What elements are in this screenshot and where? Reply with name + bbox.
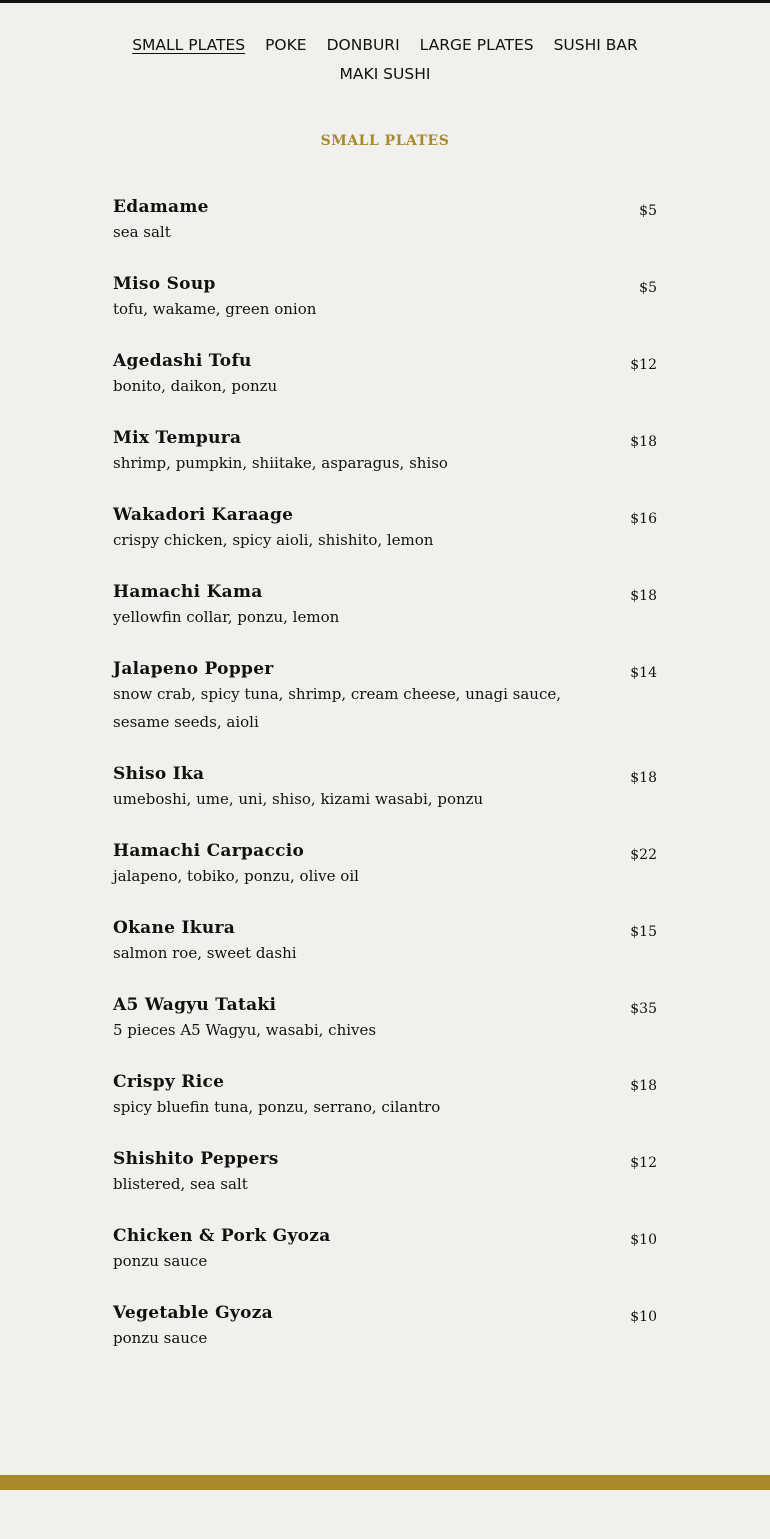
menu-item-name: Chicken & Pork Gyoza (113, 1226, 331, 1246)
menu-item-name: Jalapeno Popper (113, 659, 274, 679)
menu-item-price: $5 (639, 203, 657, 219)
menu-item-price: $18 (630, 770, 657, 786)
menu-item (113, 1302, 657, 1352)
menu-item-price: $12 (630, 357, 657, 373)
category-nav-row-2 (0, 60, 770, 89)
menu-item-description: yellowfin collar, ponzu, lemon (113, 608, 340, 626)
menu-item-description: crispy chicken, spicy aioli, shishito, lemon (113, 531, 434, 549)
menu-item-description: blistered, sea salt (113, 1175, 248, 1193)
menu-item-price: $10 (630, 1232, 657, 1248)
footer-accent-band (0, 1475, 770, 1490)
menu-item (113, 273, 657, 323)
top-rule (0, 0, 770, 3)
menu-item-price: $14 (630, 665, 657, 681)
nav-link-small-plates[interactable]: SMALL PLATES (132, 36, 246, 54)
menu-item (113, 917, 657, 967)
menu-item (113, 350, 657, 400)
menu-item-name: Crispy Rice (113, 1072, 225, 1092)
menu-item-description: snow crab, spicy tuna, shrimp, cream cheese, unagi sauce, sesame seeds, aioli (113, 685, 561, 731)
menu-item-name: A5 Wagyu Tataki (113, 995, 277, 1015)
category-nav-row-1 (0, 31, 770, 60)
menu-item (113, 581, 657, 631)
menu-item-price: $22 (630, 847, 657, 863)
menu-item-description: jalapeno, tobiko, ponzu, olive oil (113, 867, 359, 885)
menu-item-name: Mix Tempura (113, 428, 242, 448)
menu-item-description: ponzu sauce (113, 1252, 208, 1270)
menu-item-name: Hamachi Carpaccio (113, 841, 305, 861)
menu-item-name: Agedashi Tofu (113, 351, 252, 371)
menu-item-price: $16 (630, 511, 657, 527)
menu-item-name: Vegetable Gyoza (113, 1303, 273, 1323)
menu-item-price: $5 (639, 280, 657, 296)
menu-item-description: ponzu sauce (113, 1329, 208, 1347)
menu-item-price: $35 (630, 1001, 657, 1017)
menu-item-price: $12 (630, 1155, 657, 1171)
menu-item (113, 1225, 657, 1275)
menu-item-price: $15 (630, 924, 657, 940)
menu-item-name: Shiso Ika (113, 764, 205, 784)
menu-list (113, 196, 657, 1379)
menu-item-name: Shishito Peppers (113, 1149, 279, 1169)
menu-item-price: $18 (630, 1078, 657, 1094)
menu-item-description: spicy bluefin tuna, ponzu, serrano, cilantro (113, 1098, 441, 1116)
menu-item-description: sea salt (113, 223, 171, 241)
nav-link-maki-sushi[interactable]: MAKI SUSHI (339, 65, 431, 83)
category-nav (0, 31, 770, 89)
nav-link-sushi-bar[interactable]: SUSHI BAR (553, 36, 638, 54)
menu-item-description: bonito, daikon, ponzu (113, 377, 278, 395)
menu-item (113, 840, 657, 890)
menu-item-name: Miso Soup (113, 274, 216, 294)
menu-item (113, 994, 657, 1044)
menu-item-description: salmon roe, sweet dashi (113, 944, 297, 962)
menu-item (113, 763, 657, 813)
nav-link-donburi[interactable]: DONBURI (326, 36, 400, 54)
nav-link-poke[interactable]: POKE (265, 36, 307, 54)
section-title: SMALL PLATES (320, 133, 450, 149)
menu-item-name: Edamame (113, 197, 209, 217)
nav-link-large-plates[interactable]: LARGE PLATES (419, 36, 534, 54)
menu-item (113, 196, 657, 246)
menu-item-price: $10 (630, 1309, 657, 1325)
menu-item (113, 504, 657, 554)
menu-item-price: $18 (630, 434, 657, 450)
menu-item (113, 1071, 657, 1121)
menu-item (113, 658, 657, 736)
menu-item-name: Okane Ikura (113, 918, 236, 938)
menu-item-description: tofu, wakame, green onion (113, 300, 317, 318)
menu-item-description: umeboshi, ume, uni, shiso, kizami wasabi, ponzu (113, 790, 484, 808)
menu-item-name: Wakadori Karaage (113, 505, 294, 525)
menu-item-description: shrimp, pumpkin, shiitake, asparagus, shiso (113, 454, 448, 472)
menu-item-name: Hamachi Kama (113, 582, 263, 602)
menu-item-price: $18 (630, 588, 657, 604)
menu-item-description: 5 pieces A5 Wagyu, wasabi, chives (113, 1021, 377, 1039)
menu-item (113, 1148, 657, 1198)
menu-item (113, 427, 657, 477)
